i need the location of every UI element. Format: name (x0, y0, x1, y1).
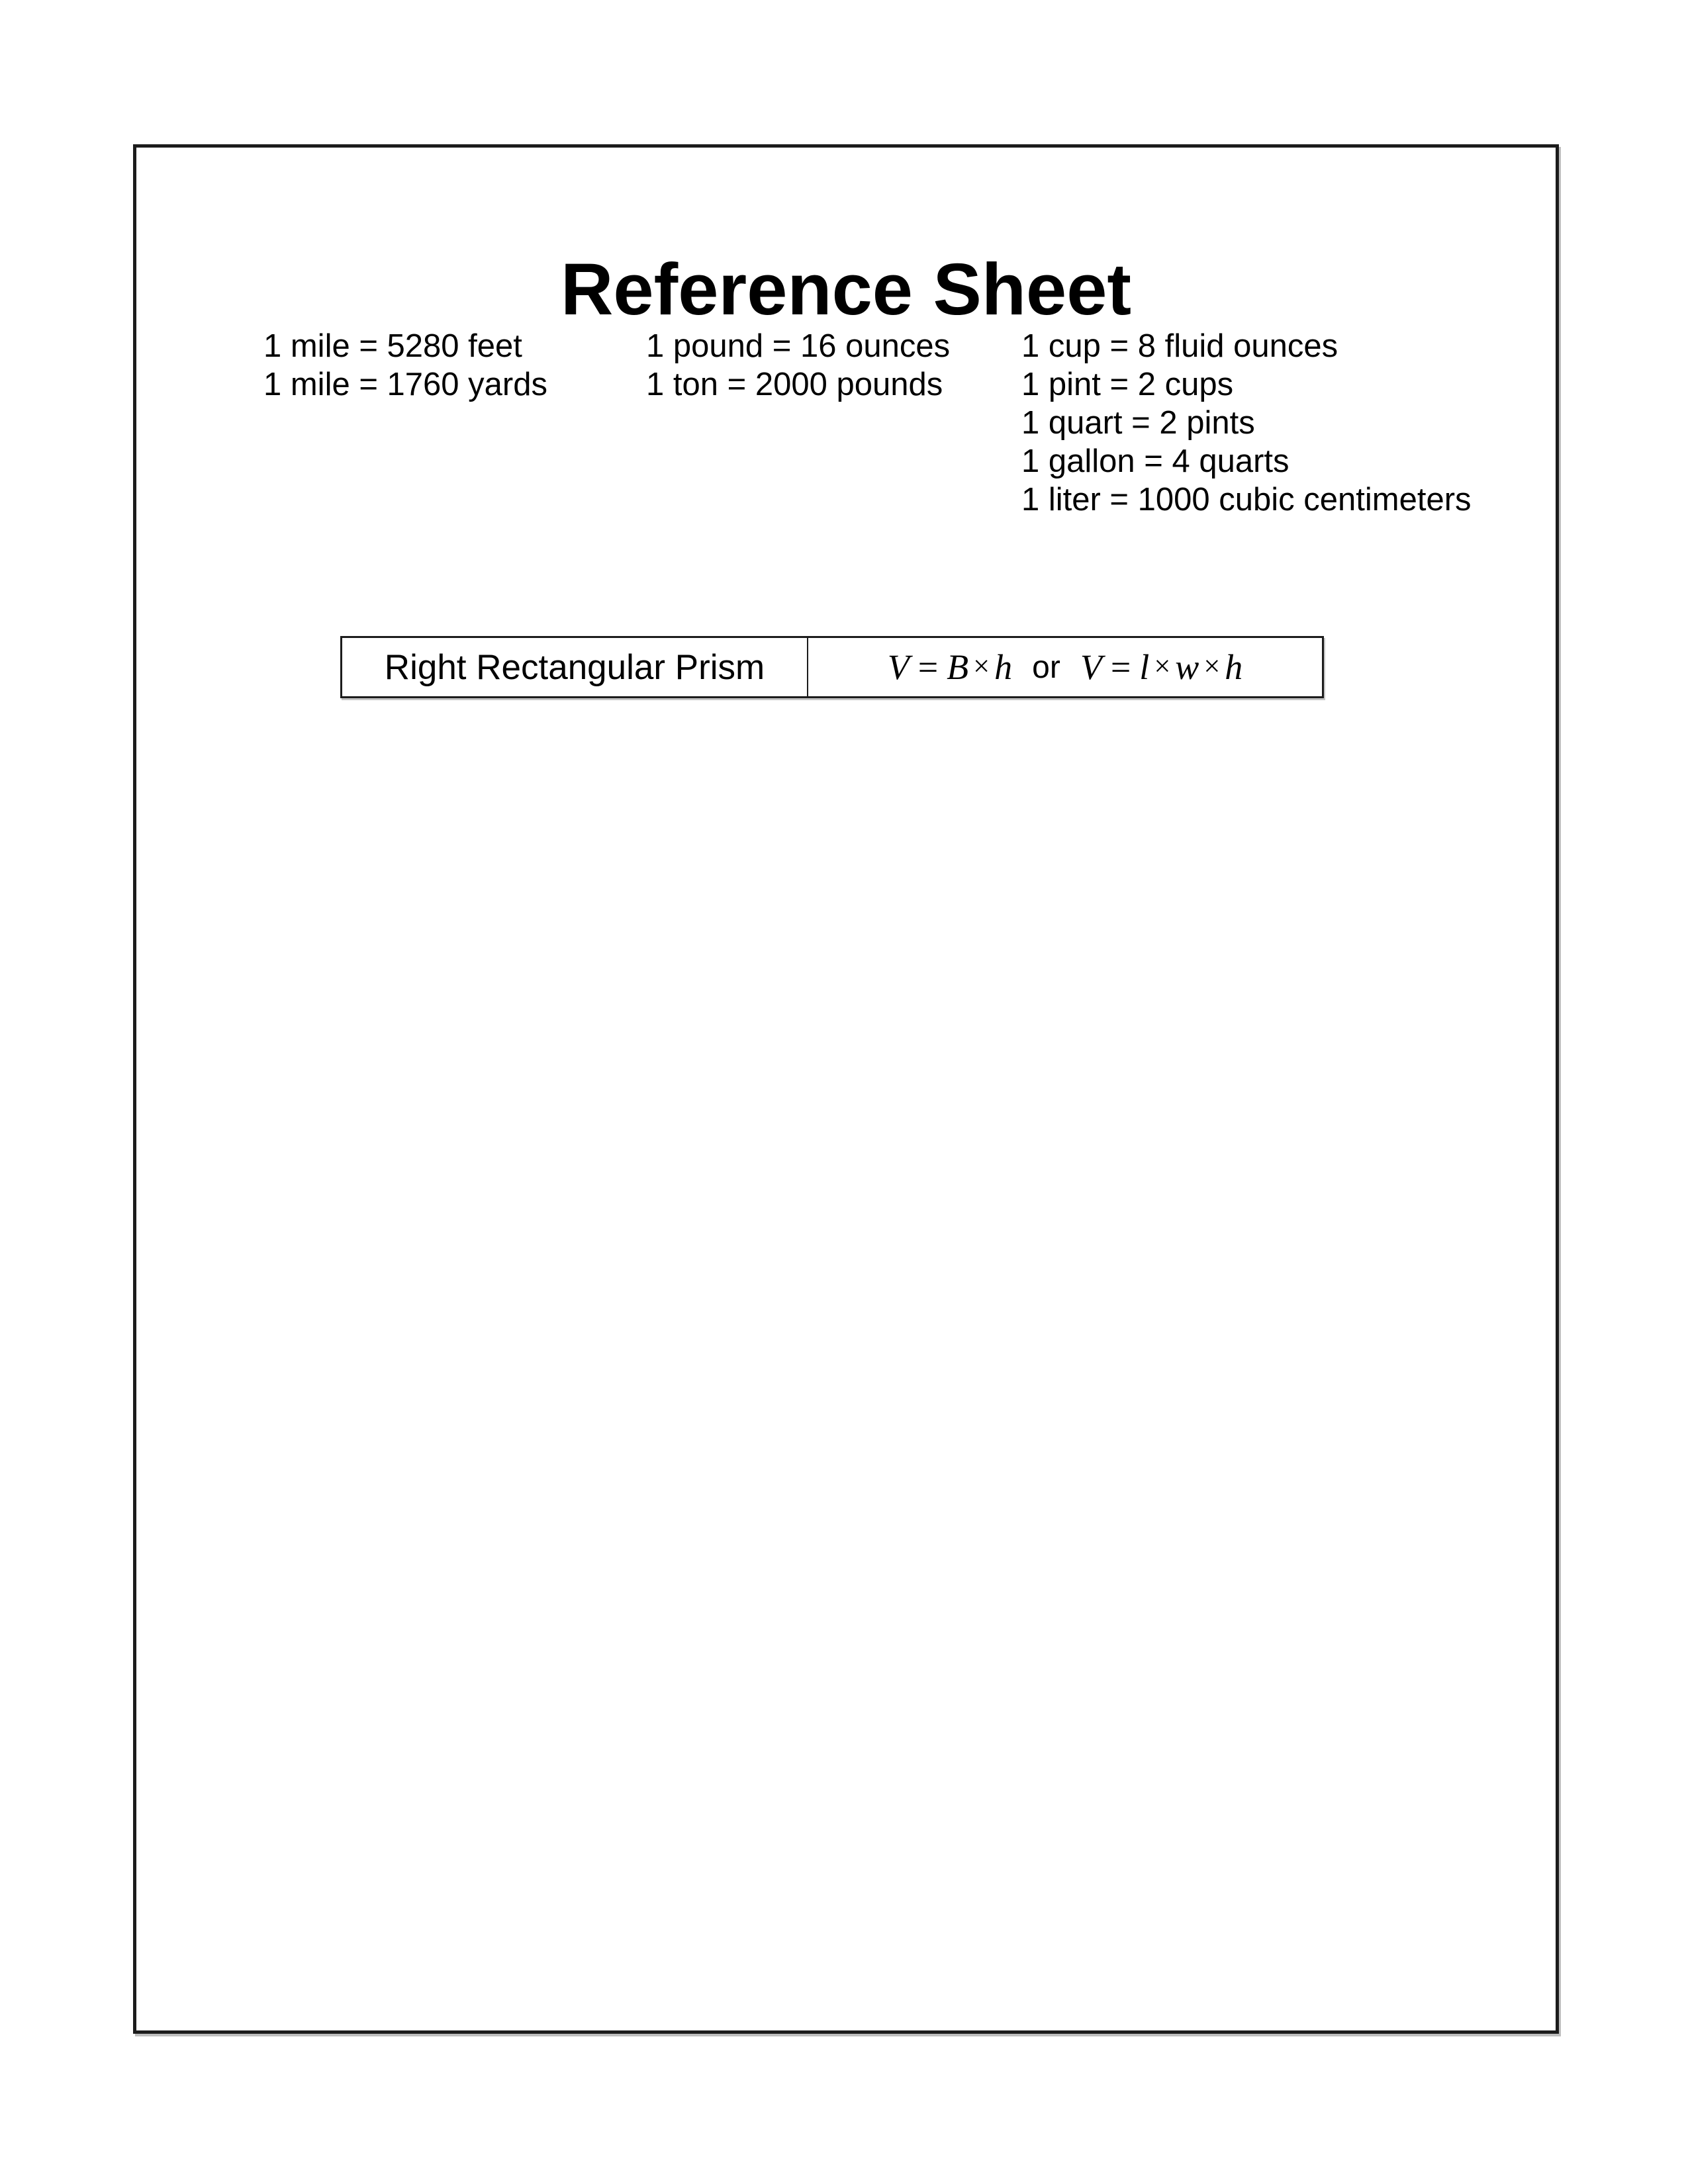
conversion-item: 1 cup = 8 fluid ounces (1021, 328, 1338, 364)
formula-part: B (947, 647, 969, 687)
reference-sheet-page (133, 144, 1559, 2034)
formula-or-word: or (1032, 649, 1060, 685)
conversion-column-weight (646, 327, 950, 404)
formula-part: l (1139, 647, 1150, 687)
shape-label: Right Rectangular Prism (384, 647, 765, 687)
formula-table-formula-cell (808, 638, 1322, 696)
formula-table-shape-cell (342, 638, 808, 696)
formula-part: = (1110, 647, 1131, 687)
conversion-item: 1 pint = 2 cups (1021, 367, 1234, 402)
formula-part: V (1080, 647, 1102, 687)
formula-part: V (887, 647, 910, 687)
formula-part: h (1225, 647, 1243, 687)
multiplication-sign: × (1203, 649, 1221, 682)
conversion-item: 1 mile = 5280 feet (263, 328, 522, 364)
conversion-item: 1 gallon = 4 quarts (1021, 443, 1289, 479)
conversion-item: 1 ton = 2000 pounds (646, 367, 943, 402)
conversion-item: 1 pound = 16 ounces (646, 328, 951, 364)
formula-part: = (917, 647, 939, 687)
page-title: Reference Sheet (560, 248, 1132, 330)
conversion-column-length (263, 327, 547, 404)
conversion-item: 1 quart = 2 pints (1021, 405, 1255, 441)
formula-part: h (994, 647, 1013, 687)
conversion-column-capacity (1021, 327, 1472, 519)
multiplication-sign: × (1154, 649, 1171, 682)
conversion-item: 1 mile = 1760 yards (263, 367, 547, 402)
formula-part: w (1175, 647, 1199, 687)
volume-formula-table (340, 636, 1324, 698)
multiplication-sign: × (973, 649, 990, 682)
conversion-item: 1 liter = 1000 cubic centimeters (1021, 482, 1472, 518)
